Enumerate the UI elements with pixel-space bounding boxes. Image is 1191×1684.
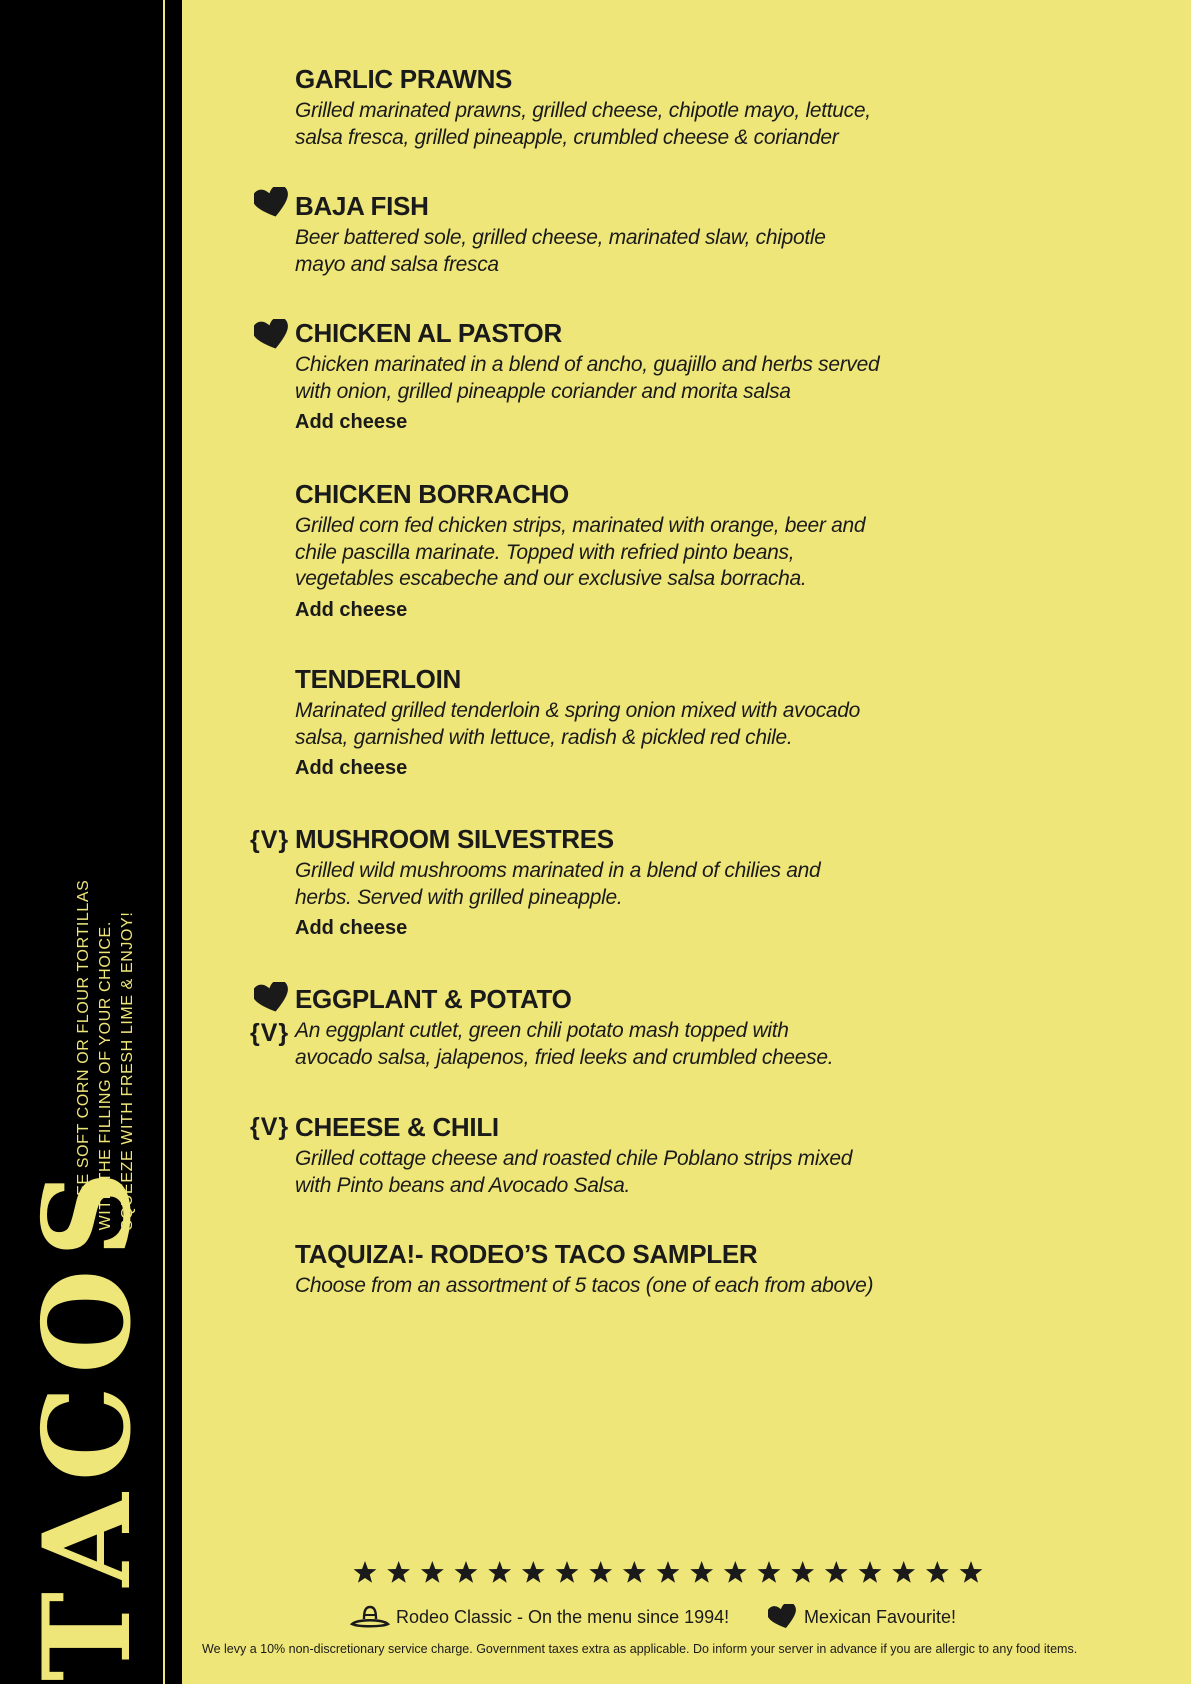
- add-cheese-option: Add cheese: [295, 757, 408, 779]
- star-icon: [589, 1561, 612, 1583]
- item-description-line: avocado salsa, jalapenos, fried leeks and crumbled cheese.: [295, 1045, 834, 1069]
- section-title: TACOS: [17, 1158, 158, 1682]
- menu-item-eggplant-potato: [295, 984, 945, 1071]
- heart-icon: [254, 187, 290, 219]
- item-description-line: with onion, grilled pineapple coriander and morita salsa: [295, 379, 791, 403]
- star-icon: [556, 1561, 579, 1583]
- menu-item-mushroom-silvestres: [295, 824, 945, 941]
- item-description-line: salsa fresca, grilled pineapple, crumbled cheese & coriander: [295, 125, 839, 149]
- item-description: [295, 698, 945, 751]
- tagline-line-1: THREE SOFT CORN OR FLOUR TORTILLAS: [75, 879, 92, 1231]
- item-description: [295, 1018, 945, 1071]
- item-name: CHICKEN AL PASTOR: [295, 318, 562, 348]
- menu-item-garlic-prawns: [295, 64, 945, 151]
- item-description: [295, 225, 945, 278]
- add-cheese-option: Add cheese: [295, 411, 408, 433]
- item-description: [295, 858, 945, 911]
- item-description-line: Chicken marinated in a blend of ancho, guajillo and herbs served: [295, 353, 880, 376]
- item-name: CHICKEN BORRACHO: [295, 479, 569, 509]
- star-divider: [352, 1558, 984, 1588]
- vegetarian-marker: {V}: [250, 1019, 290, 1047]
- item-description: [295, 1273, 945, 1300]
- star-icon: [488, 1561, 511, 1583]
- item-description-line: Grilled wild mushrooms marinated in a blend of chilies and: [295, 859, 821, 882]
- item-description-line: salsa, garnished with lettuce, radish & pickled red chile.: [295, 725, 793, 749]
- item-name: MUSHROOM SILVESTRES: [295, 824, 614, 854]
- item-description-line: Beer battered sole, grilled cheese, marinated slaw, chipotle: [295, 226, 826, 249]
- star-icon: [455, 1561, 478, 1583]
- star-icon: [522, 1561, 545, 1583]
- star-icon: [724, 1561, 747, 1583]
- service-charge-note: We levy a 10% non-discretionary service charge. Government taxes extra as applicable. Do inform your server in advance if you are allergic to any food items.: [202, 1642, 1078, 1656]
- item-name: EGGPLANT & POTATO: [295, 984, 572, 1014]
- item-name: TAQUIZA!- RODEO’S TACO SAMPLER: [295, 1239, 758, 1269]
- item-name: BAJA FISH: [295, 191, 429, 221]
- item-description: [295, 513, 945, 593]
- add-cheese-option: Add cheese: [295, 917, 408, 939]
- star-icon: [892, 1561, 915, 1583]
- legend-rodeo-classic: [350, 1602, 729, 1632]
- star-icon: [387, 1561, 410, 1583]
- item-name: TENDERLOIN: [295, 664, 462, 694]
- item-description-line: mayo and salsa fresca: [295, 252, 499, 276]
- item-name: GARLIC PRAWNS: [295, 64, 513, 94]
- add-cheese-option: Add cheese: [295, 598, 408, 621]
- item-description-line: chile pascilla marinate. Topped with refried pinto beans,: [295, 540, 795, 564]
- star-icon: [657, 1561, 680, 1583]
- star-icon: [825, 1561, 848, 1583]
- star-icon: [421, 1561, 444, 1583]
- vegetarian-marker: {V}: [250, 826, 290, 854]
- sombrero-icon: [350, 1604, 390, 1630]
- star-icon: [791, 1561, 814, 1583]
- item-description-line: Grilled corn fed chicken strips, marinated with orange, beer and: [295, 514, 866, 537]
- item-description: [295, 352, 945, 405]
- item-description-line: Marinated grilled tenderloin & spring onion mixed with avocado: [295, 699, 861, 722]
- star-icon: [758, 1561, 781, 1583]
- item-description-line: Grilled cottage cheese and roasted chile Poblano strips mixed: [295, 1147, 853, 1170]
- menu-item-cheese-chili: [295, 1112, 945, 1199]
- item-description: [295, 1146, 945, 1199]
- item-name: CHEESE & CHILI: [295, 1112, 499, 1142]
- item-description: [295, 98, 945, 151]
- vegetarian-marker: {V}: [250, 1113, 290, 1141]
- menu-item-baja-fish: [295, 191, 945, 278]
- star-icon: [690, 1561, 713, 1583]
- item-description-line: Choose from an assortment of 5 tacos (one of each from above): [295, 1274, 874, 1297]
- menu-item-chicken-al-pastor: [295, 318, 945, 435]
- tagline-line-3: SQUEEZE WITH FRESH LIME & ENJOY!: [119, 911, 136, 1231]
- item-description-line: herbs. Served with grilled pineapple.: [295, 885, 623, 909]
- star-icon: [859, 1561, 882, 1583]
- legend-classic-label: Rodeo Classic - On the menu since 1994!: [396, 1606, 730, 1627]
- tagline-line-2: WITH THE FILLING OF YOUR CHOICE.: [97, 921, 114, 1231]
- heart-icon: [254, 982, 290, 1014]
- heart-icon: [768, 1604, 798, 1630]
- section-tagline: [73, 880, 139, 1231]
- star-icon: [926, 1561, 949, 1583]
- sidebar-divider: [163, 0, 165, 1684]
- star-icon: [623, 1561, 646, 1583]
- menu-item-tenderloin: [295, 664, 945, 781]
- heart-icon: [254, 319, 290, 351]
- menu-item-taquiza-sampler: [295, 1239, 945, 1300]
- legend-favourite-label: Mexican Favourite!: [804, 1606, 957, 1627]
- star-icon: [354, 1561, 377, 1583]
- menu-item-chicken-borracho: [295, 479, 945, 623]
- item-description-line: An eggplant cutlet, green chili potato mash topped with: [295, 1019, 789, 1042]
- legend-mexican-favourite: [768, 1602, 956, 1632]
- item-description-line: Grilled marinated prawns, grilled cheese, chipotle mayo, lettuce,: [295, 99, 871, 122]
- item-description-line: with Pinto beans and Avocado Salsa.: [295, 1173, 631, 1197]
- star-icon: [960, 1561, 983, 1583]
- item-description-line: vegetables escabeche and our exclusive salsa borracha.: [295, 567, 807, 590]
